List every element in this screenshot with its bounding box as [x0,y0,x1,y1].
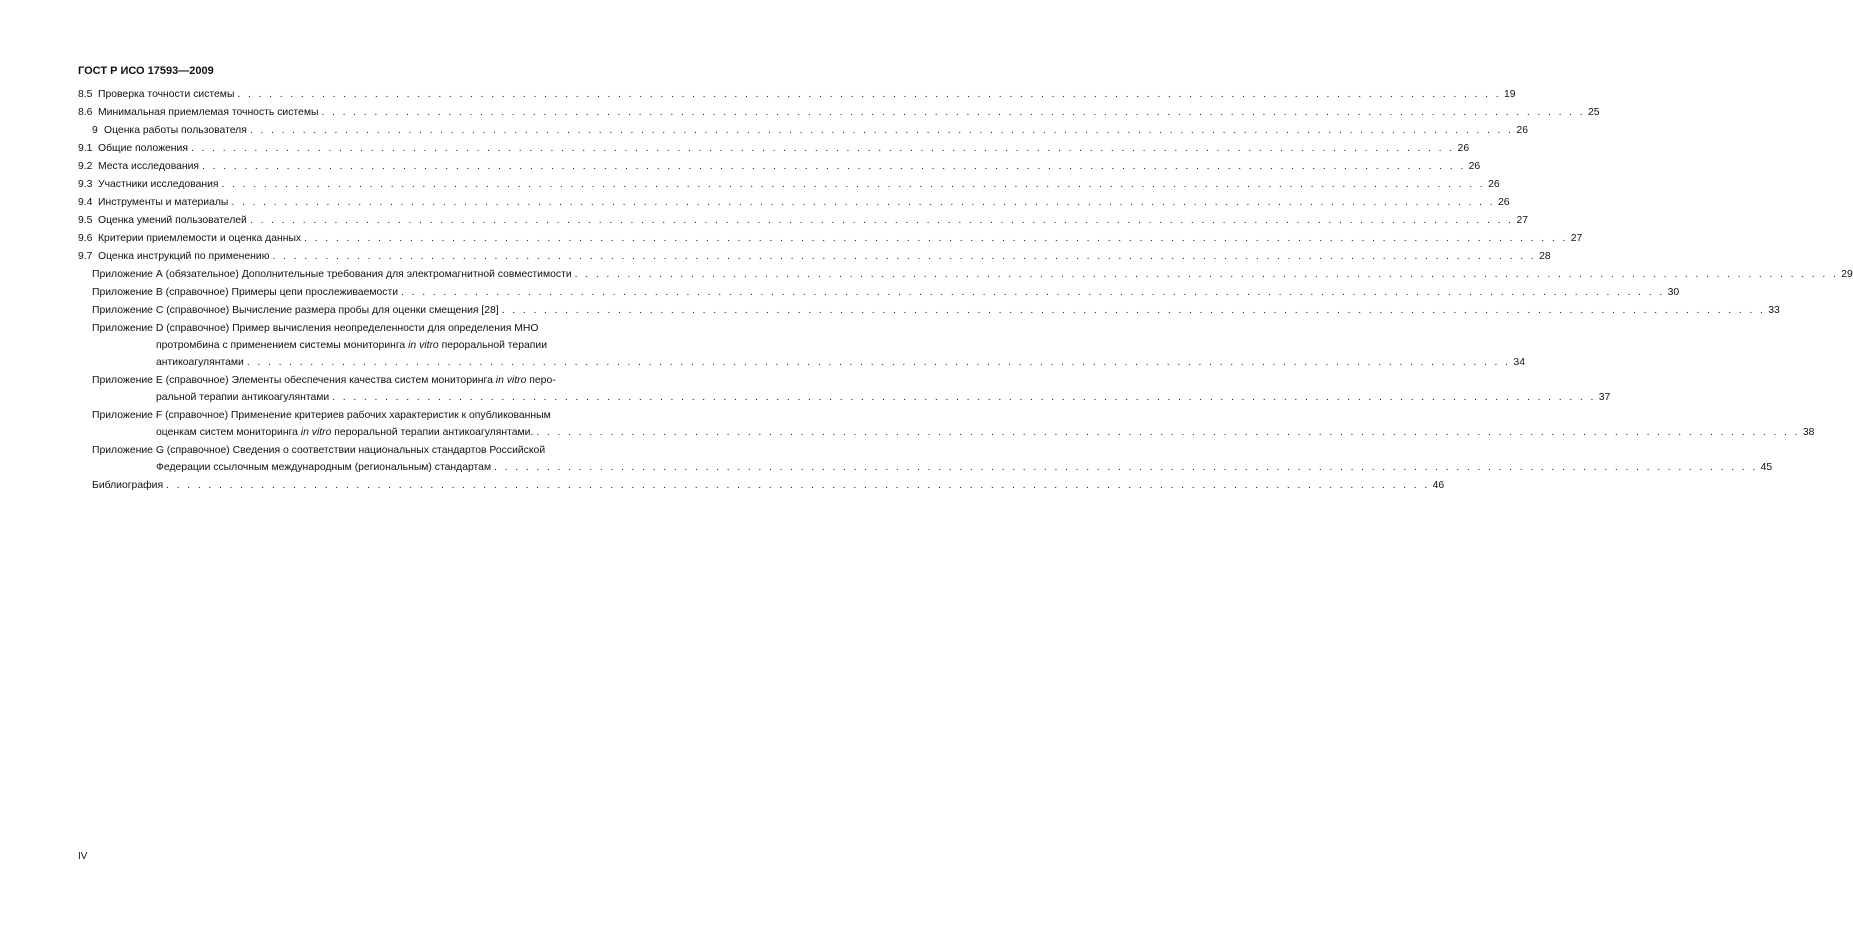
toc-entry-page: 38 [1802,427,1815,438]
toc-entry[interactable] [78,231,1583,247]
toc-entry-page: 26 [1516,125,1528,136]
toc-entry-number: 9.3 [78,179,93,190]
toc-entry-label: Приложение F (справочное) Применение критериев рабочих характеристик к опубликованным [92,410,551,421]
toc-entry-number: 8.5 [78,89,93,100]
toc-leader-dots: . . . . . . . . . . . . . . . . . . . . . . . . . . . . . . . . . . . . . . . . . . . . . . . . . . . . . . . . . . . . . . . . . . . . . . . . . . . . . . . . . . . . . . . . . . . . . . . . . . . . . . . . . . . . . . . . . . . . . . . . [332,392,1596,403]
toc-entry-page: 34 [1513,357,1525,368]
toc-leader-dots: . . . . . . . . . . . . . . . . . . . . . . . . . . . . . . . . . . . . . . . . . . . . . . . . . . . . . . . . . . . . . . . . . . . . . . . . . . . . . . . . . . . . . . . . . . . . . . . . . . . . . . . . . . . . . . . . . . . . . . . . [166,480,1430,491]
document-header: ГОСТ Р ИСО 17593—2009 [78,65,214,77]
toc-entry[interactable] [156,425,1815,441]
toc-entry[interactable] [78,159,1481,175]
toc-leader-dots: . . . . . . . . . . . . . . . . . . . . . . . . . . . . . . . . . . . . . . . . . . . . . . . . . . . . . . . . . . . . . . . . . . . . . . . . . . . . . . . . . . . . . . . . . . . . . . . . . . . . . . . . . . . . . . . . . . . . . . . . [536,427,1800,438]
toc-entry-text [92,408,551,424]
toc-entry-page: 37 [1598,392,1611,403]
toc-leader-dots: . . . . . . . . . . . . . . . . . . . . . . . . . . . . . . . . . . . . . . . . . . . . . . . . . . . . . . . . . . . . . . . . . . . . . . . . . . . . . . . . . . . . . . . . . . . . . . . . . . . . . . . . . . . . . . . . . . . . . . . . [246,357,1511,368]
toc-entry-page: 27 [1516,215,1528,226]
toc-entry-page: 28 [1539,251,1551,262]
toc-entry-label: Места исследования [98,161,200,172]
toc-entry-number: 9.4 [78,197,93,208]
toc-entry[interactable] [92,443,614,459]
toc-leader-dots: . . . . . . . . . . . . . . . . . . . . . . . . . . . . . . . . . . . . . . . . . . . . . . . . . . . . . . . . . . . . . . . . . . . . . . . . . . . . . . . . . . . . . . . . . . . . . . . . . . . . . . . . . . . . . . . . . . . . . . . . [249,215,1514,226]
toc-entry-label: оценкам систем мониторинга in vitro пероральной терапии антикоагулянтами. [156,427,534,438]
toc-entry-text [92,123,247,139]
toc-entry-page: 27 [1570,233,1583,244]
toc-leader-dots: . . . . . . . . . . . . . . . . . . . . . . . . . . . . . . . . . . . . . . . . . . . . . . . . . . . . . . . . . . . . . . . . . . . . . . . . . . . . . . . . . . . . . . . . . . . . . . . . . . . . . . . . . . . . . . . . . . . . . . . . [221,179,1486,190]
toc-leader-dots: . . . . . . . . . . . . . . . . . . . . . . . . . . . . . . . . . . . . . . . . . . . . . . . . . . . . . . . . . . . . . . . . . . . . . . . . . . . . . . . . . . . . . . . . . . . . . . . . . . . . . . . . . . . . . . . . . . . . . . . . [190,143,1455,154]
toc-entry-label: Инструменты и материалы [98,197,229,208]
toc-entry-text [92,267,572,283]
toc-leader-dots: . . . . . . . . . . . . . . . . . . . . . . . . . . . . . . . . . . . . . . . . . . . . . . . . . . . . . . . . . . . . . . . . . . . . . . . . . . . . . . . . . . . . . . . . . . . . . . . . . . . . . . . . . . . . . . . . . . . . . . . . [231,197,1495,208]
toc-entry-label: Участники исследования [98,179,219,190]
toc-entry[interactable] [92,303,1780,319]
toc-leader-dots: . . . . . . . . . . . . . . . . . . . . . . . . . . . . . . . . . . . . . . . . . . . . . . . . . . . . . . . . . . . . . . . . . . . . . . . . . . . . . . . . . . . . . . . . . . . . . . . . . . . . . . . . . . . . . . . . . . . . . . . . [249,125,1514,136]
toc-entry-label: Приложение С (справочное) Вычисление размера пробы для оценки смещения [28] [92,305,499,316]
toc-entry-number: 9.7 [78,251,93,262]
toc-entry-label: антикоагулянтами [156,357,244,368]
toc-entry-text [92,303,499,319]
toc-entry-text [156,355,244,371]
page-number: IV [78,851,88,862]
toc-entry-text [92,285,398,301]
toc-entry-number: 9.5 [78,215,93,226]
toc-entry[interactable] [92,123,1528,139]
toc-entry-text [78,159,199,175]
toc-entry-number: 9.2 [78,161,93,172]
toc-entry-page: 46 [1432,480,1445,491]
toc-entry-page: 26 [1468,161,1481,172]
toc-entry-label: Оценка работы пользователя [104,125,247,136]
toc-entry-text [156,390,329,406]
toc-leader-dots: . . . . . . . . . . . . . . . . . . . . . . . . . . . . . . . . . . . . . . . . . . . . . . . . . . . . . . . . . . . . . . . . . . . . . . . . . . . . . . . . . . . . . . . . . . . . . . . . . . . . . . . . . . . . . . . . . . . . . . . . [501,305,1766,316]
toc-entry-page: 45 [1760,462,1773,473]
toc-leader-dots: . . . . . . . . . . . . . . . . . . . . . . . . . . . . . . . . . . . . . . . . . . . . . . . . . . . . . . . . . . . . . . . . . . . . . . . . . . . . . . . . . . . . . . . . . . . . . . . . . . . . . . . . . . . . . . . . . . . . . . . . [321,107,1586,118]
toc-entry-text [92,373,556,389]
toc-entry[interactable] [78,105,1600,121]
toc-entry-text [92,443,545,459]
toc-entry-label: Оценка умений пользователей [98,215,247,226]
toc-entry-page: 29 [1841,269,1853,280]
toc-entry-label: Приложение D (справочное) Пример вычисления неопределенности для определения МНО [92,323,539,334]
toc-entry-number: 9.1 [78,143,93,154]
toc-entry-number: 9.6 [78,233,93,244]
toc-entry-text [92,478,163,494]
toc-entry[interactable] [156,390,1611,406]
toc-entry-text [78,177,219,193]
toc-leader-dots: . . . . . . . . . . . . . . . . . . . . . . . . . . . . . . . . . . . . . . . . . . . . . . . . . . . . . . . . . . . . . . . . . . . . . . . . . . . . . . . . . . . . . . . . . . . . . . . . . . . . . . . . . . . . . . . . . . . . . . . . [494,462,1758,473]
toc-entry[interactable] [92,321,614,337]
toc-entry-page: 19 [1504,89,1516,100]
toc-entry[interactable] [92,267,1853,283]
toc-entry-label: Приложение G (справочное) Сведения о соответствии национальных стандартов Российской [92,445,546,456]
toc-entry-label: Федерации ссылочным международным (региональным) стандартам [156,462,492,473]
toc-entry-text [78,231,301,247]
toc-entry[interactable] [78,213,1528,229]
toc-entry[interactable] [156,338,614,354]
toc-entry[interactable] [78,141,1470,157]
toc-entry-text [156,425,533,441]
toc-entry-label: Библиография [92,480,164,491]
toc-entry-page: 26 [1488,179,1500,190]
toc-entry-label: Приложение Е (справочное) Элементы обеспечения качества систем мониторинга in vitro перо- [92,375,556,386]
toc-leader-dots: . . . . . . . . . . . . . . . . . . . . . . . . . . . . . . . . . . . . . . . . . . . . . . . . . . . . . . . . . . . . . . . . . . . . . . . . . . . . . . . . . . . . . . . . . . . . . . . . . . . . . . . . . . . . . . . . . . . . . . . . [237,89,1501,100]
toc-entry-text [92,321,539,337]
toc-entry[interactable] [78,249,1551,265]
toc-leader-dots: . . . . . . . . . . . . . . . . . . . . . . . . . . . . . . . . . . . . . . . . . . . . . . . . . . . . . . . . . . . . . . . . . . . . . . . . . . . . . . . . . . . . . . . . . . . . . . . . . . . . . . . . . . . . . . . . . . . . . . . . [401,287,1665,298]
toc-entry-label: протромбина с применением системы мониторинга in vitro пероральной терапии [156,340,548,351]
toc-entry[interactable] [156,355,1525,371]
toc-entry-label: Приложение А (обязательное) Дополнительные требования для электромагнитной совместимости [92,269,572,280]
toc-entry-text [78,87,234,103]
toc-entry-number: 9 [92,125,98,136]
toc-entry-page: 25 [1588,107,1600,118]
toc-entry-text [78,195,228,211]
toc-entry[interactable] [92,408,614,424]
toc-entry-label: Общие положения [98,143,188,154]
toc-leader-dots: . . . . . . . . . . . . . . . . . . . . . . . . . . . . . . . . . . . . . . . . . . . . . . . . . . . . . . . . . . . . . . . . . . . . . . . . . . . . . . . . . . . . . . . . . . . . . . . . . . . . . . . . . . . . . . . . . . . . . . . . [272,251,1537,262]
toc-entry-text [78,249,270,265]
toc-entry[interactable] [92,285,1680,301]
toc-leader-dots: . . . . . . . . . . . . . . . . . . . . . . . . . . . . . . . . . . . . . . . . . . . . . . . . . . . . . . . . . . . . . . . . . . . . . . . . . . . . . . . . . . . . . . . . . . . . . . . . . . . . . . . . . . . . . . . . . . . . . . . . [574,269,1839,280]
toc-entry-label: Приложение В (справочное) Примеры цепи прослеживаемости [92,287,399,298]
toc-entry[interactable] [78,87,1516,103]
toc-entry-label: Проверка точности системы [98,89,235,100]
toc-entry-page: 26 [1497,197,1510,208]
toc-entry-number: 8.6 [78,107,93,118]
toc-entry-label: Минимальная приемлемая точность системы [98,107,319,118]
toc-leader-dots: . . . . . . . . . . . . . . . . . . . . . . . . . . . . . . . . . . . . . . . . . . . . . . . . . . . . . . . . . . . . . . . . . . . . . . . . . . . . . . . . . . . . . . . . . . . . . . . . . . . . . . . . . . . . . . . . . . . . . . . . [304,233,1568,244]
toc-entry-page: 30 [1667,287,1680,298]
toc-leader-dots: . . . . . . . . . . . . . . . . . . . . . . . . . . . . . . . . . . . . . . . . . . . . . . . . . . . . . . . . . . . . . . . . . . . . . . . . . . . . . . . . . . . . . . . . . . . . . . . . . . . . . . . . . . . . . . . . . . . . . . . . [202,161,1466,172]
toc-entry[interactable] [92,373,614,389]
toc-entry-text [78,105,318,121]
toc-entry[interactable] [78,195,1510,211]
toc-entry[interactable] [156,460,1773,476]
toc-entry-label: ральной терапии антикоагулянтами [156,392,330,403]
toc-entry-text [156,338,547,354]
toc-entry-text [78,141,188,157]
toc-entry-page: 33 [1768,305,1780,316]
toc-entry-text [156,460,491,476]
toc-entry[interactable] [92,478,1445,494]
toc-entry[interactable] [78,177,1500,193]
toc-entry-text [78,213,247,229]
toc-entry-label: Критерии приемлемости и оценка данных [98,233,302,244]
toc-entry-label: Оценка инструкций по применению [98,251,270,262]
toc-entry-page: 26 [1457,143,1470,154]
